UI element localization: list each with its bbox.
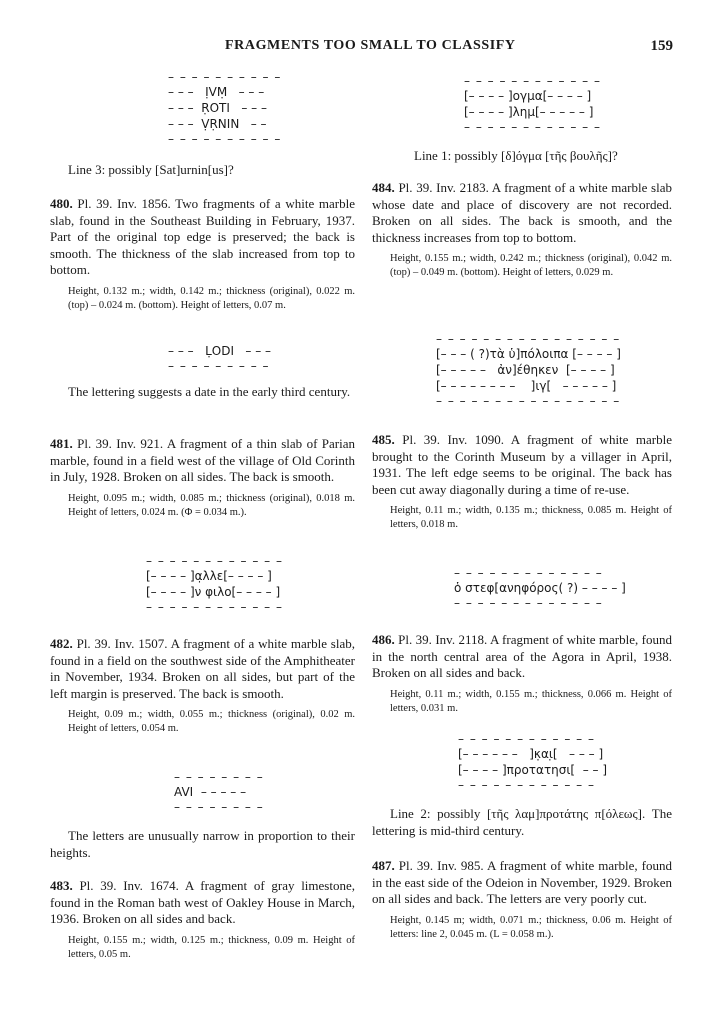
entry-number: 486. xyxy=(372,632,395,647)
entry-text: 484. Pl. 39. Inv. 2183. A fragment of a white marble slab whose date and place of discovery are not recorded. Broken on all sides. The back is smooth, and the thickness increases from top to bottom. xyxy=(372,180,673,245)
inscription-dash: – – – – – – – – – – – – xyxy=(464,74,601,88)
entry-480 xyxy=(50,196,355,313)
inscription-dash: – – – – – – – – – – – – xyxy=(458,778,595,792)
inscription-line: – – – ḶODI – – – xyxy=(168,344,272,358)
entry-number: 485. xyxy=(372,432,395,447)
entry-number: 483. xyxy=(50,878,73,893)
inscription-dash: – – – – – – – – – – – – – xyxy=(454,596,603,610)
inscription-line: [– – – – ]προτατησι[ – – ] xyxy=(458,763,608,777)
entry-483 xyxy=(50,878,355,962)
running-title: FRAGMENTS TOO SMALL TO CLASSIFY xyxy=(225,38,516,53)
entry-number: 484. xyxy=(372,180,395,195)
inscription-dash: – – – – – – – – – – – – xyxy=(464,120,601,134)
inscription-dash: – – – – – – – – – xyxy=(168,359,270,373)
inscription-dash: – – – – – – – – – – – – – – – – xyxy=(436,332,621,346)
inscription-484 xyxy=(372,332,672,408)
entry-dimensions: Height, 0.145 m; width, 0.071 m.; thickness, 0.06 m. Height of letters: line 2, 0.045 m. (L = 0.058 m.). xyxy=(390,914,672,940)
entry-dimensions: Height, 0.155 m.; width, 0.125 m.; thickness, 0.09 m. Height of letters, 0.05 m. xyxy=(68,934,355,960)
entry-dimensions: Height, 0.11 m.; width, 0.155 m.; thickness, 0.066 m. Height of letters, 0.031 m. xyxy=(390,688,672,714)
entry-dimensions: Height, 0.155 m.; width, 0.242 m.; thickness (original), 0.042 m. (top) – 0.049 m. (bottom). Height of letters, 0.029 m. xyxy=(390,253,672,278)
inscription-481 xyxy=(50,554,355,614)
entry-number: 487. xyxy=(372,858,395,873)
inscription-dash: – – – – – – – – – – – – xyxy=(458,732,595,746)
entry-486-note: Line 2: possibly [τῆς λαμ]προτάτης π[όλεως]. The lettering is mid-third century. xyxy=(372,806,672,838)
inscription-480 xyxy=(50,343,355,373)
entry-number: 480. xyxy=(50,196,73,211)
page-header xyxy=(0,38,725,60)
inscription-line: [– – – – – – ]κ̣αι̣[ – – – ] xyxy=(458,747,604,761)
inscription-line: [– – – – – ἀν]έθηκεν [– – – – ] xyxy=(436,363,615,377)
inscription-note: Line 1: possibly [δ]όγμα [τῆς βουλῆς]? xyxy=(414,148,618,163)
inscription-line: – – – ỊVṂ – – – xyxy=(168,85,265,99)
entry-487 xyxy=(372,858,672,942)
inscription-line: [– – – – ]ογμα[– – – – ] xyxy=(464,89,592,103)
inscription-485 xyxy=(372,566,672,610)
entry-text: 485. Pl. 39. Inv. 1090. A fragment of white marble brought to the Corinth Museum by a villager in April, 1931. The left edge seems to be original. The back has been cut away diagonally during a time of re-use. xyxy=(372,432,673,497)
entry-number: 482. xyxy=(50,636,73,651)
inscription-line: AVI – – – – – xyxy=(174,785,247,799)
entry-481 xyxy=(50,436,355,520)
inscription-line: [– – – – ]α̣λλε[– – – – ] xyxy=(146,569,272,583)
inscription-line: [– – – – ]λημ[– – – – – ] xyxy=(464,105,594,119)
inscription-line: – – – ṚOTI – – – xyxy=(168,101,267,115)
entry-480-note: The lettering suggests a date in the early third century. xyxy=(68,384,351,399)
entry-text: 483. Pl. 39. Inv. 1674. A fragment of gray limestone, found in the Roman bath west of Oakley House in March, 1936. Broken on all sides and back. xyxy=(50,878,355,926)
entry-text: 486. Pl. 39. Inv. 2118. A fragment of white marble, found in the north central area of the Agora in April, 1938. Broken on all sides and back. xyxy=(372,632,673,680)
page-number: 159 xyxy=(650,38,673,54)
entry-dimensions: Height, 0.11 m.; width, 0.135 m.; thickness, 0.085 m. Height of letters, 0.018 m. xyxy=(390,505,672,530)
entry-dimensions: Height, 0.132 m.; width, 0.142 m.; thickness (original), 0.022 m. (top) – 0.024 m. (bottom). Height of letters, 0.07 m. xyxy=(68,285,355,311)
inscription-dash: – – – – – – – – xyxy=(174,770,264,784)
inscription-dash: – – – – – – – – – – xyxy=(168,70,282,84)
entry-485 xyxy=(372,432,672,532)
inscription-486 xyxy=(372,732,672,792)
entry-text: 482. Pl. 39. Inv. 1507. A fragment of a white marble slab, found in a field on the southwest side of the Amphitheater in November, 1934. Broken on all sides, but part of the left margin is preserved. The back is smooth. xyxy=(50,636,355,701)
entry-text: 487. Pl. 39. Inv. 985. A fragment of white marble, found in the east side of the Odeion in November, 1929. Broken on all sides and back. The letters are very poorly cut. xyxy=(372,858,672,906)
inscription-line: ὁ στεφ[ανηφόρος( ?) – – – – ] xyxy=(454,581,626,595)
inscription-dash: – – – – – – – – – – xyxy=(168,132,282,146)
inscription-dash: – – – – – – – – xyxy=(174,800,264,814)
inscription-dash: – – – – – – – – – – – – xyxy=(146,554,283,568)
inscription-line: [– – – ( ?)τὰ ὑ]πόλοιπα [– – – – ] xyxy=(436,347,621,361)
inscription-line: – – – ṾṚNIN – – xyxy=(168,117,267,131)
inscription-top-left xyxy=(50,70,355,146)
inscription-482 xyxy=(50,770,355,814)
entry-text: 481. Pl. 39. Inv. 921. A fragment of a thin slab of Parian marble, found in a field west of the village of Old Corinth in July, 1928. Broken on all sides. The back is smooth. xyxy=(50,436,356,484)
entry-dimensions: Height, 0.095 m.; width, 0.085 m.; thickness (original), 0.018 m. Height of letters, 0.024 m. (Φ = 0.034 m.). xyxy=(68,492,355,518)
entry-486 xyxy=(372,632,672,716)
entry-text: 480. Pl. 39. Inv. 1856. Two fragments of a white marble slab, found in the Southeast Building in February, 1937. Part of the original top edge is preserved; the back is smooth. The thickness of the slab increased from top to bottom. xyxy=(50,196,355,277)
inscription-dash: – – – – – – – – – – – – – xyxy=(454,566,603,580)
inscription-note: Line 3: possibly [Sat]urnin[us]? xyxy=(68,162,234,177)
inscription-line: [– – – – – – – – ]ιγ[ – – – – – ] xyxy=(436,379,617,393)
entry-484 xyxy=(372,180,672,280)
entry-dimensions: Height, 0.09 m.; width, 0.055 m.; thickness (original), 0.02 m. Height of letters, 0.054 m. xyxy=(68,709,355,734)
inscription-line: [– – – – ]ν φιλο[– – – – ] xyxy=(146,585,281,599)
entry-482 xyxy=(50,636,355,736)
entry-number: 481. xyxy=(50,436,73,451)
entry-482-note: The letters are unusually narrow in proportion to their heights. xyxy=(50,828,355,860)
inscription-dash: – – – – – – – – – – – – – – – – xyxy=(436,394,621,408)
inscription-dash: – – – – – – – – – – – – xyxy=(146,600,283,614)
inscription-top-right xyxy=(372,74,672,134)
